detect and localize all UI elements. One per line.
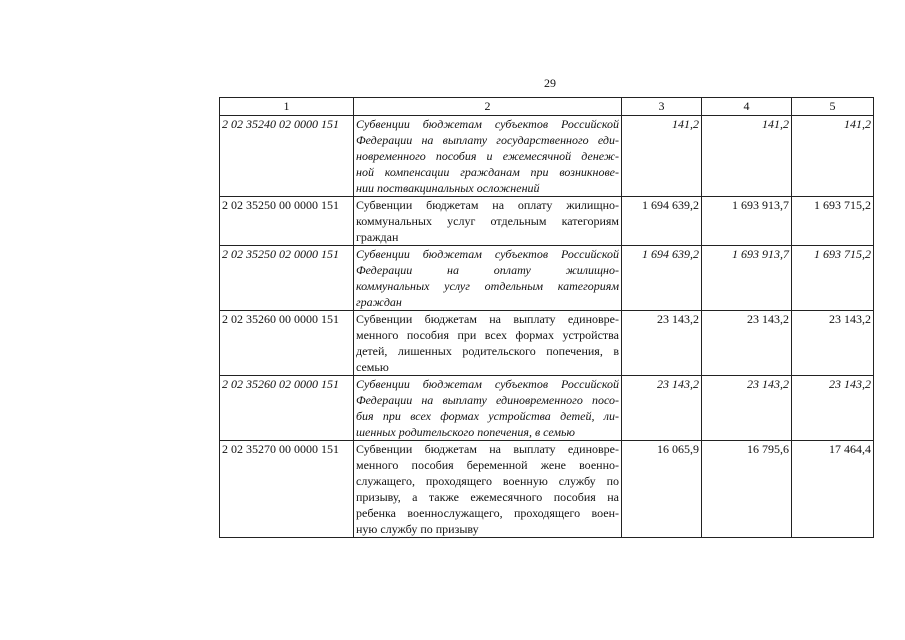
- amount-cell-v5: 17 464,4: [792, 441, 874, 538]
- description-line: Субвенции бюджетам субъектов Российской: [356, 377, 619, 391]
- description-line: менного пособия беременной жене военно-: [356, 458, 619, 472]
- description-line: Субвенции бюджетам субъектов Российской: [356, 247, 619, 261]
- description-line: шенных родительского попечения, в семью: [356, 425, 575, 439]
- description-line: Субвенции бюджетам субъектов Российской: [356, 117, 619, 131]
- amount-cell-v5: 23 143,2: [792, 376, 874, 441]
- amount-cell-v3: 23 143,2: [622, 376, 702, 441]
- description-line: семью: [356, 360, 389, 374]
- amount-cell-v4: 23 143,2: [702, 311, 792, 376]
- amount-cell-v5: 1 693 715,2: [792, 197, 874, 246]
- amount-cell-v3: 1 694 639,2: [622, 197, 702, 246]
- description-line: коммунальных услуг отдельным категориям: [356, 279, 619, 293]
- description-cell: [354, 197, 622, 246]
- amount-cell-v3: 141,2: [622, 116, 702, 197]
- amount-cell-v4: 23 143,2: [702, 376, 792, 441]
- description-line: ную службу по призыву: [356, 522, 479, 536]
- description-line: призыву, а также ежемесячного пособия на: [356, 490, 619, 504]
- table-row: [220, 441, 874, 538]
- description-line: нии поствакцинальных осложнений: [356, 181, 540, 195]
- amount-cell-v4: 1 693 913,7: [702, 246, 792, 311]
- description-line: детей, лишенных родительского попечения, в: [356, 344, 619, 358]
- description-line: Федерации на выплату единовременного посо-: [356, 393, 619, 407]
- description-cell: [354, 116, 622, 197]
- table-row: [220, 376, 874, 441]
- budget-code-cell: 2 02 35250 02 0000 151: [220, 246, 354, 311]
- column-header: 1: [220, 98, 354, 116]
- table-header-row: [220, 98, 874, 116]
- amount-cell-v5: 141,2: [792, 116, 874, 197]
- description-line: Субвенции бюджетам на выплату единовре-: [356, 442, 619, 456]
- column-header: 2: [354, 98, 622, 116]
- amount-cell-v3: 1 694 639,2: [622, 246, 702, 311]
- table-row: [220, 311, 874, 376]
- description-cell: [354, 376, 622, 441]
- description-cell: [354, 311, 622, 376]
- description-line: бия при всех формах устройства детей, ли-: [356, 409, 619, 423]
- amount-cell-v5: 1 693 715,2: [792, 246, 874, 311]
- amount-cell-v5: 23 143,2: [792, 311, 874, 376]
- budget-table: [219, 97, 874, 538]
- amount-cell-v4: 16 795,6: [702, 441, 792, 538]
- column-header: 5: [792, 98, 874, 116]
- amount-cell-v4: 141,2: [702, 116, 792, 197]
- description-cell: [354, 246, 622, 311]
- description-line: Федерации на выплату государственного еди-: [356, 133, 619, 147]
- table-row: [220, 246, 874, 311]
- description-line: Субвенции бюджетам на выплату единовре-: [356, 312, 619, 326]
- description-line: граждан: [356, 230, 399, 244]
- budget-code-cell: 2 02 35240 02 0000 151: [220, 116, 354, 197]
- column-header: 3: [622, 98, 702, 116]
- budget-code-cell: 2 02 35250 00 0000 151: [220, 197, 354, 246]
- description-line: Субвенции бюджетам на оплату жилищно-: [356, 198, 619, 212]
- description-line: коммунальных услуг отдельным категориям: [356, 214, 619, 228]
- description-line: ной компенсации гражданам при возникнове-: [356, 165, 619, 179]
- column-header: 4: [702, 98, 792, 116]
- description-line: новременного пособия и ежемесячной денеж-: [356, 149, 619, 163]
- description-line: ребенка военнослужащего, проходящего воен-: [356, 506, 619, 520]
- budget-code-cell: 2 02 35260 02 0000 151: [220, 376, 354, 441]
- table-row: [220, 116, 874, 197]
- description-cell: [354, 441, 622, 538]
- budget-code-cell: 2 02 35270 00 0000 151: [220, 441, 354, 538]
- amount-cell-v4: 1 693 913,7: [702, 197, 792, 246]
- budget-code-cell: 2 02 35260 00 0000 151: [220, 311, 354, 376]
- description-line: Федерации на оплату жилищно-: [356, 263, 619, 277]
- page-number: 29: [544, 76, 556, 90]
- description-line: служащего, проходящего военную службу по: [356, 474, 619, 488]
- description-line: менного пособия при всех формах устройства: [356, 328, 619, 342]
- amount-cell-v3: 23 143,2: [622, 311, 702, 376]
- table-row: [220, 197, 874, 246]
- description-line: граждан: [356, 295, 402, 309]
- amount-cell-v3: 16 065,9: [622, 441, 702, 538]
